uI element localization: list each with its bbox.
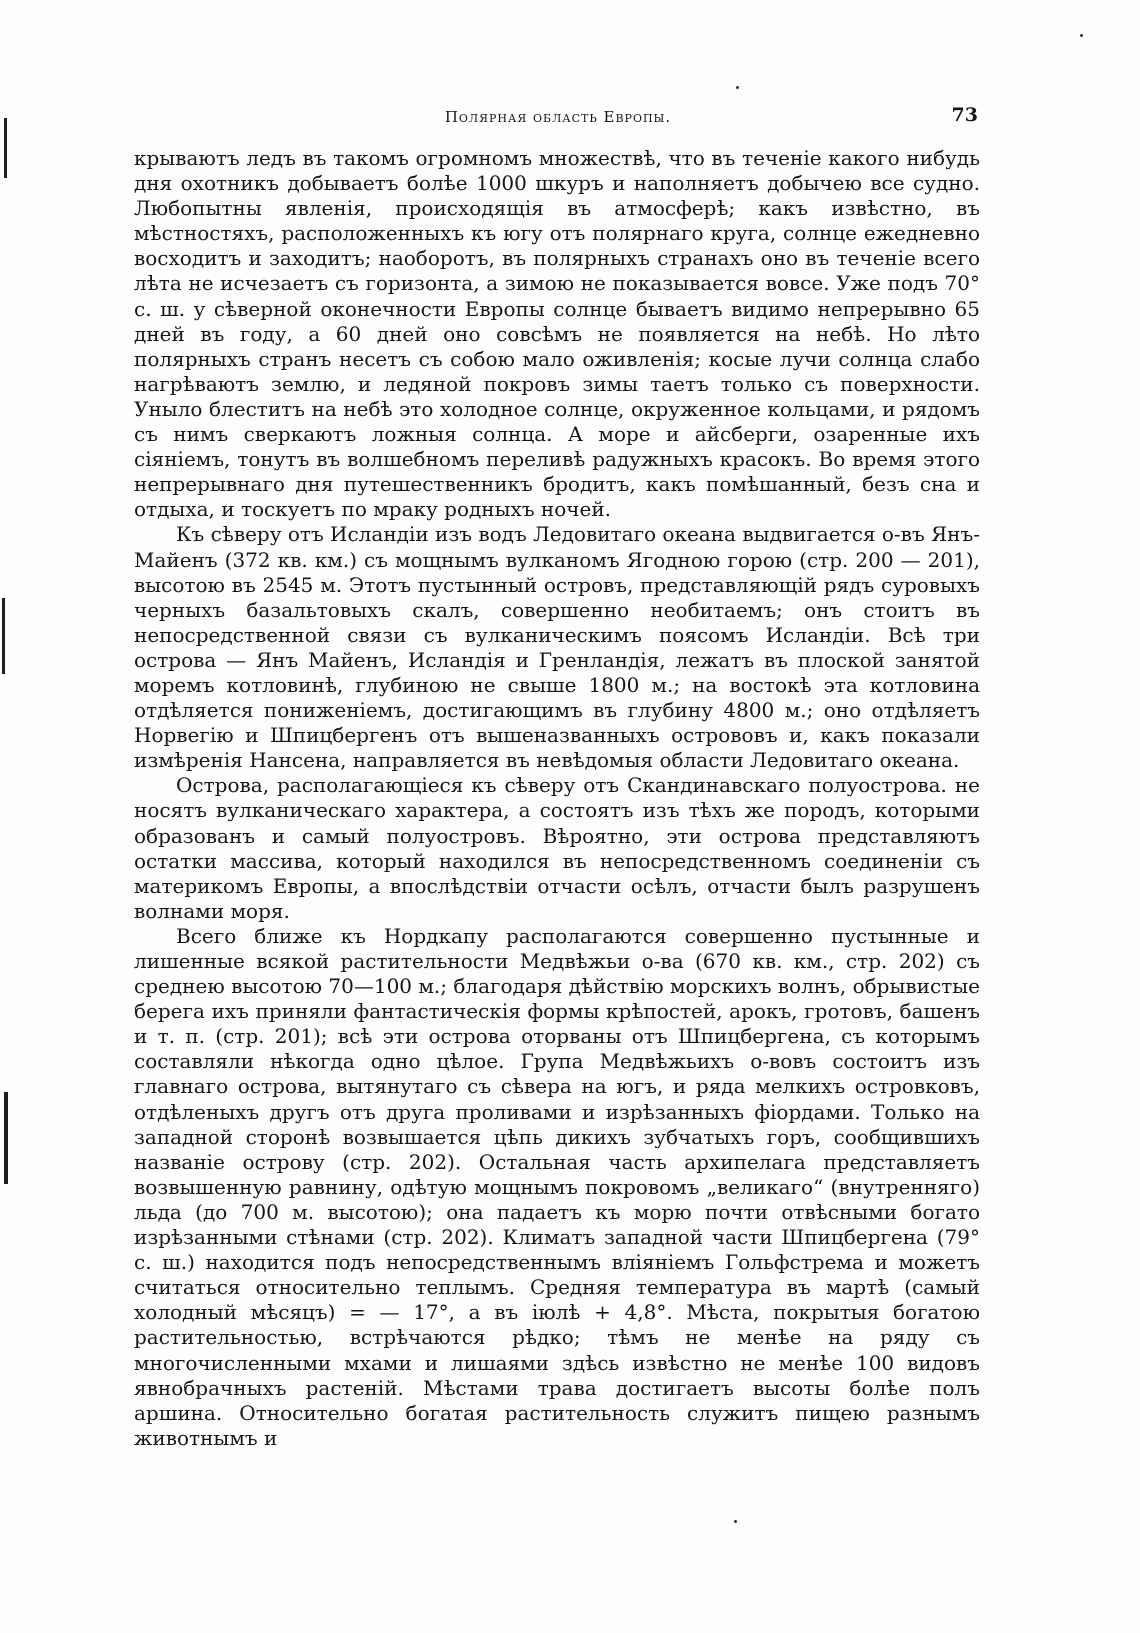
scan-edge-mark: [4, 118, 7, 178]
paragraph-4: Всего ближе къ Нордкапу располагаются совершенно пустынные и лишенные всякой растительности Медвѣжьи о-ва (670 кв. км., стр. 202) съ среднею высотою 70—100 м.; благодаря дѣйствію морскихъ волнъ, обрывистые берега ихъ приняли фантастическія формы крѣпостей, арокъ, гротовъ, башенъ и т. п. (стр. 201); всѣ эти острова оторваны отъ Шпицбергена, съ которымъ составляли нѣкогда одно цѣлое. Група Медвѣжьихъ о-вовъ состоитъ изъ главнаго острова, вытянутаго съ сѣвера на югъ, и ряда мелкихъ островковъ, отдѣленыхъ другъ отъ друга проливами и изрѣзанныхъ фіордами. Только на западной сторонѣ возвышается цѣпь дикихъ зубчатыхъ горъ, сообщившихъ названіе острову (стр. 202). Остальная часть архипелага представляетъ возвышенную равнину, одѣтую мощнымъ покровомъ „великаго“ (внутренняго) льда (до 700 м. высотою); она падаетъ къ морю почти отвѣсными богато изрѣзанными стѣнами (стр. 202). Климатъ западной части Шпицбергена (79° с. ш.) находится подъ непосредственнымъ вліяніемъ Гольфстрема и можетъ считаться относительно теплымъ. Средняя температура въ мартѣ (самый холодный мѣсяцъ) = — 17°, а въ іюлѣ + 4,8°. Мѣста, покрытыя богатою растительностью, встрѣчаются рѣдко; тѣмъ не менѣе на ряду съ многочисленными мхами и лишаями здѣсь извѣстно не менѣе 100 видовъ явнобрачныхъ растеній. Мѣстами трава достигаетъ высоты болѣе полъ аршина. Относительно богатая растительность служитъ пищею разнымъ животнымъ и: [134, 923, 980, 1450]
page-header: [138, 104, 978, 134]
paragraph-2: Къ сѣверу отъ Исландіи изъ водъ Ледовитаго океана выдвигается о-въ Янъ-Майенъ (372 кв. км.) съ мощнымъ вулканомъ Ягодною горою (стр. 200 — 201), высотою въ 2545 м. Этотъ пустынный островъ, представляющій рядъ суровыхъ черныхъ базальтовыхъ скалъ, совершенно необитаемъ; онъ стоитъ въ непосредственной связи съ вулканическимъ поясомъ Исландіи. Всѣ три острова — Янъ Майенъ, Исландія и Гренландія, лежатъ въ плоской занятой моремъ котловинѣ, глубиною не свыше 1800 м.; на востокѣ эта котловина отдѣляется пониженіемъ, достигающимъ въ глубину 4800 м.; оно отдѣляетъ Норвегію и Шпицбергенъ отъ вышеназванныхъ острововъ и, какъ показали измѣренія Нансена, направляется въ невѣдомыя области Ледовитаго океана.: [134, 522, 980, 773]
body-text: [134, 146, 980, 1451]
scan-edge-mark: [2, 598, 5, 674]
scan-speck: [736, 86, 739, 89]
scan-speck: [1080, 34, 1083, 37]
paragraph-1: крываютъ ледъ въ такомъ огромномъ множествѣ, что въ теченіе какого нибудь дня охотникъ добываетъ болѣе 1000 шкуръ и наполняетъ добычею все судно. Любопытны явленія, происходящія въ атмосферѣ; какъ извѣстно, въ мѣстностяхъ, расположенныхъ къ югу отъ полярнаго круга, солнце ежедневно восходитъ и заходитъ; наоборотъ, въ полярныхъ странахъ оно въ теченіе всего лѣта не исчезаетъ съ горизонта, а зимою не показывается вовсе. Уже подъ 70° с. ш. у сѣверной оконечности Европы солнце бываетъ видимо непрерывно 65 дней въ году, а 60 дней оно совсѣмъ не появляется на небѣ. Но лѣто полярныхъ странъ несетъ съ собою мало оживленія; косые лучи солнца слабо нагрѣваютъ землю, и ледяной покровъ зимы таетъ только съ поверхности. Уныло блеститъ на небѣ это холодное солнце, окруженное кольцами, и рядомъ съ нимъ сверкаютъ ложныя солнца. А море и айсберги, озаренные ихъ сіяніемъ, тонутъ въ волшебномъ переливѣ радужныхъ красокъ. Во время этого непрерывнаго дня путешественникъ бродитъ, какъ помѣшанный, безъ сна и отдыха, и тоскуетъ по мраку родныхъ ночей.: [134, 146, 980, 522]
scan-speck: [734, 1520, 737, 1523]
paragraph-3: Острова, располагающіеся къ сѣверу отъ Скандинавскаго полуострова. не носятъ вулканическаго характера, а состоятъ изъ тѣхъ же породъ, которыми образованъ и самый полуостровъ. Вѣроятно, эти острова представляютъ остатки массива, который находился въ непосредственномъ соединеніи съ материкомъ Европы, а впослѣдствіи отчасти осѣлъ, отчасти былъ разрушенъ волнами моря.: [134, 773, 980, 923]
page-number: 73: [951, 104, 978, 126]
running-head: Полярная область Европы.: [444, 108, 672, 126]
scan-edge-mark: [4, 1092, 8, 1184]
